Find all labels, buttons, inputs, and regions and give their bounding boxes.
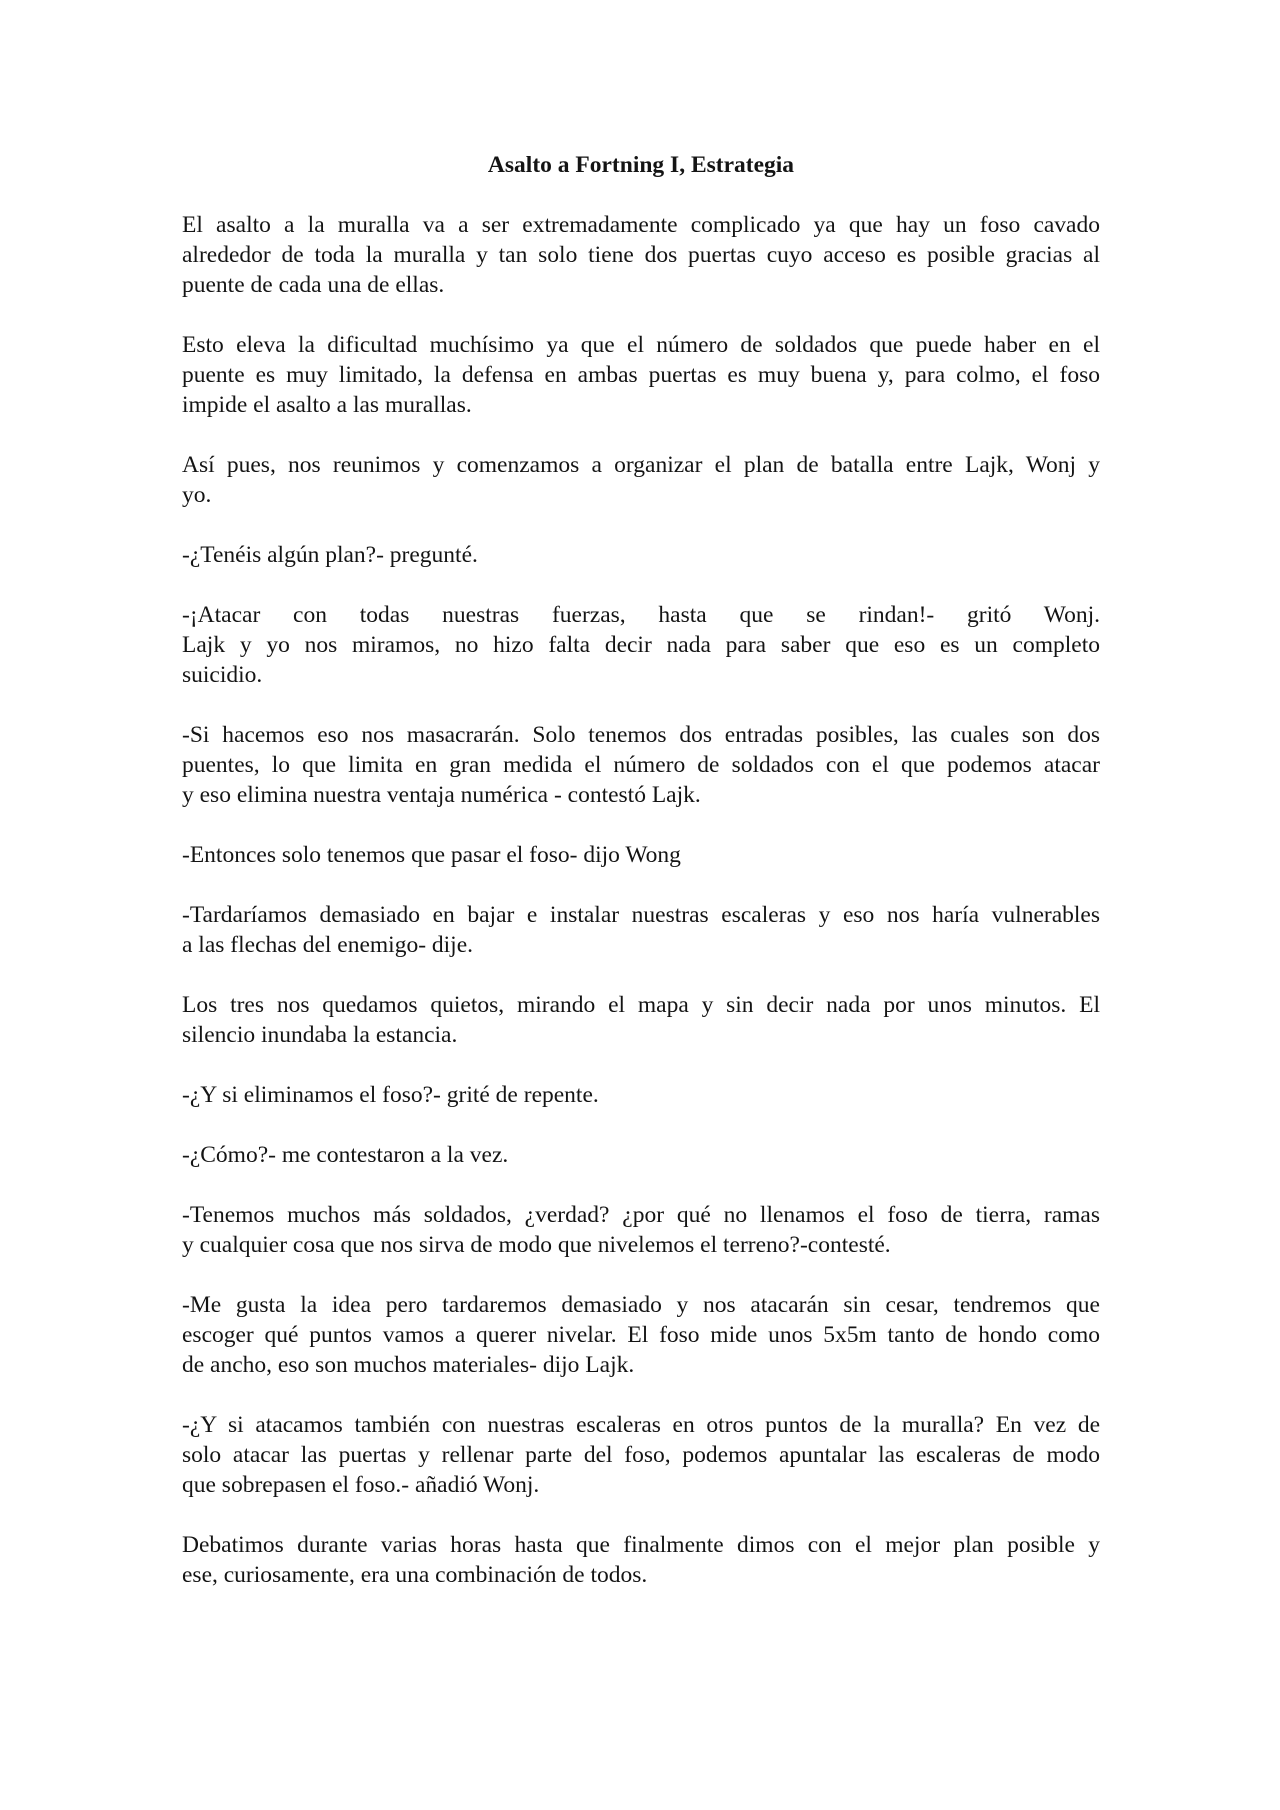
paragraph xyxy=(182,1140,1100,1170)
paragraph xyxy=(182,1200,1100,1260)
text-line: suicidio. xyxy=(182,662,263,688)
text-line: -Si hacemos eso nos masacrarán. Solo tenemos dos entradas posibles, las cuales son dos xyxy=(182,722,1100,748)
paragraph xyxy=(182,330,1100,420)
text-line: -Tardaríamos demasiado en bajar e instalar nuestras escaleras y eso nos haría vulnerables xyxy=(182,902,1100,928)
paragraph xyxy=(182,1410,1100,1500)
text-line: -¿Tenéis algún plan?- pregunté. xyxy=(182,542,478,568)
text-line: Esto eleva la dificultad muchísimo ya que el número de soldados que puede haber en el xyxy=(182,332,1100,358)
paragraph xyxy=(182,450,1100,510)
text-line: -¡Atacar con todas nuestras fuerzas, hasta que se rindan!- gritó Wonj. xyxy=(182,602,1100,628)
text-line: Lajk y yo nos miramos, no hizo falta decir nada para saber que eso es un completo xyxy=(182,632,1100,658)
paragraph xyxy=(182,210,1100,300)
paragraph xyxy=(182,1290,1100,1380)
paragraph xyxy=(182,990,1100,1050)
text-line: silencio inundaba la estancia. xyxy=(182,1022,458,1048)
paragraph xyxy=(182,540,1100,570)
text-line: -¿Y si atacamos también con nuestras escaleras en otros puntos de la muralla? En vez de xyxy=(182,1412,1100,1438)
text-line: de ancho, eso son muchos materiales- dijo Lajk. xyxy=(182,1352,635,1378)
text-line: puentes, lo que limita en gran medida el número de soldados con el que podemos atacar xyxy=(182,752,1100,778)
text-line: -Me gusta la idea pero tardaremos demasiado y nos atacarán sin cesar, tendremos que xyxy=(182,1292,1100,1318)
text-line: puente es muy limitado, la defensa en ambas puertas es muy buena y, para colmo, el foso xyxy=(182,362,1100,388)
paragraph xyxy=(182,840,1100,870)
text-line: Debatimos durante varias horas hasta que finalmente dimos con el mejor plan posible y xyxy=(182,1532,1100,1558)
paragraph-list xyxy=(182,210,1100,1590)
text-line: Los tres nos quedamos quietos, mirando el mapa y sin decir nada por unos minutos. El xyxy=(182,992,1100,1018)
text-line: puente de cada una de ellas. xyxy=(182,272,445,298)
paragraph xyxy=(182,1530,1100,1590)
text-line: -Entonces solo tenemos que pasar el foso- dijo Wong xyxy=(182,842,681,868)
text-line: ese, curiosamente, era una combinación de todos. xyxy=(182,1562,648,1588)
text-line: -Tenemos muchos más soldados, ¿verdad? ¿por qué no llenamos el foso de tierra, ramas xyxy=(182,1202,1100,1228)
text-line: -¿Cómo?- me contestaron a la vez. xyxy=(182,1142,509,1168)
paragraph xyxy=(182,900,1100,960)
text-line: yo. xyxy=(182,482,212,508)
text-line: y eso elimina nuestra ventaja numérica - contestó Lajk. xyxy=(182,782,701,808)
document-title: Asalto a Fortning I, Estrategia xyxy=(487,152,795,178)
document-body xyxy=(182,150,1100,1620)
text-line: alrededor de toda la muralla y tan solo tiene dos puertas cuyo acceso es posible gracias al xyxy=(182,242,1100,268)
text-line: escoger qué puntos vamos a querer nivelar. El foso mide unos 5x5m tanto de hondo como xyxy=(182,1322,1100,1348)
text-line: El asalto a la muralla va a ser extremadamente complicado ya que hay un foso cavado xyxy=(182,212,1100,238)
text-line: Así pues, nos reunimos y comenzamos a organizar el plan de batalla entre Lajk, Wonj y xyxy=(182,452,1100,478)
paragraph xyxy=(182,600,1100,690)
text-line: solo atacar las puertas y rellenar parte del foso, podemos apuntalar las escaleras de modo xyxy=(182,1442,1100,1468)
text-line: que sobrepasen el foso.- añadió Wonj. xyxy=(182,1472,540,1498)
paragraph xyxy=(182,720,1100,810)
text-line: a las flechas del enemigo- dije. xyxy=(182,932,474,958)
paragraph xyxy=(182,1080,1100,1110)
text-line: -¿Y si eliminamos el foso?- grité de repente. xyxy=(182,1082,599,1108)
text-line: y cualquier cosa que nos sirva de modo que nivelemos el terreno?-contesté. xyxy=(182,1232,891,1258)
text-line: impide el asalto a las murallas. xyxy=(182,392,472,418)
